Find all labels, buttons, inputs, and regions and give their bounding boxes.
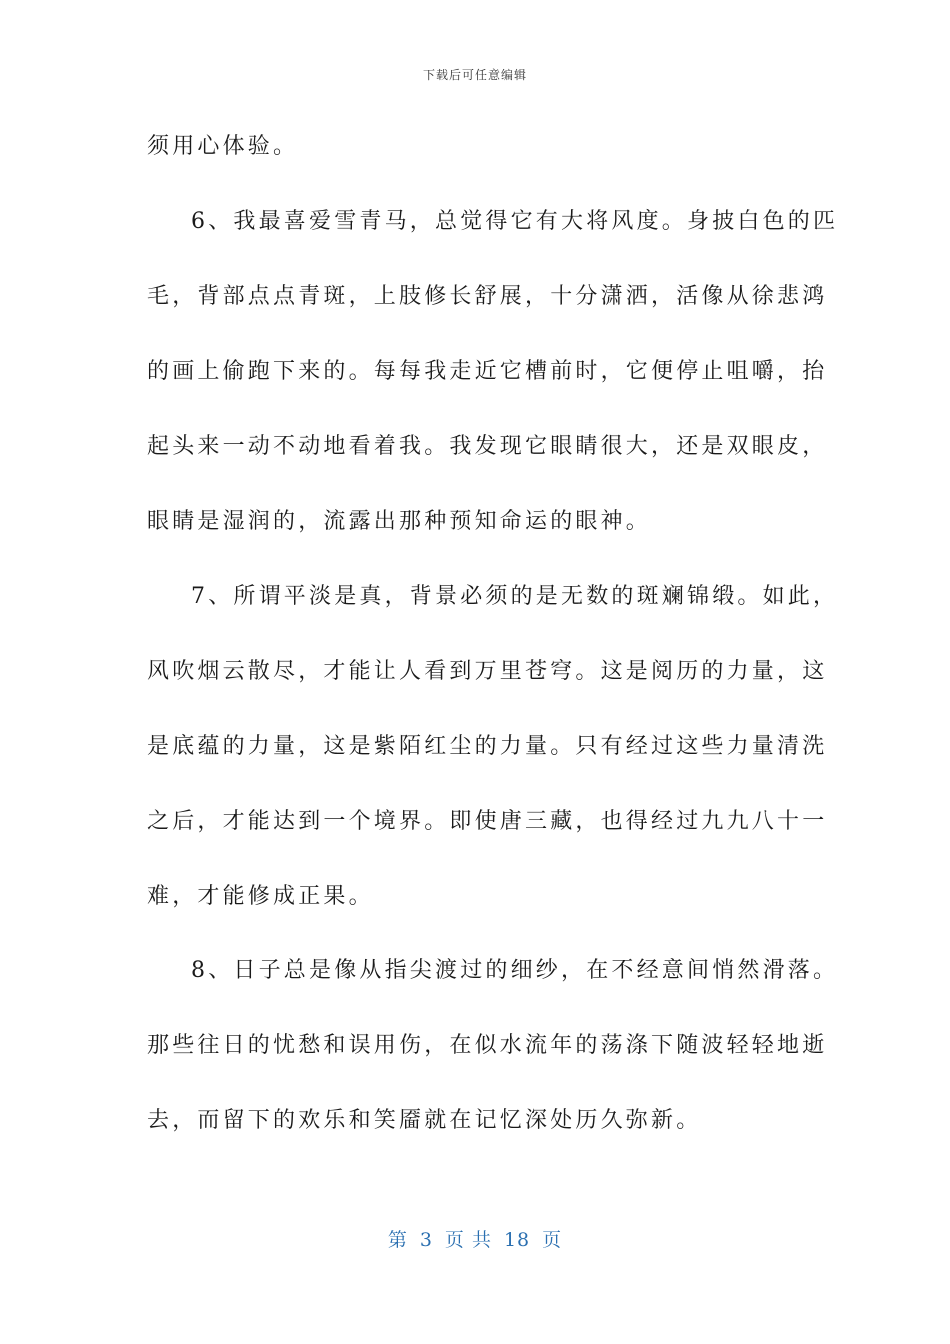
page-current-number: 3 bbox=[419, 1229, 433, 1251]
paragraph-8-line-1: 8、日子总是像从指尖渡过的细纱，在不经意间悄然滑落。 bbox=[191, 958, 839, 983]
page-total-number: 18 bbox=[503, 1229, 531, 1251]
paragraph-line: 难，才能修成正果。 bbox=[147, 884, 374, 909]
page-suffix: 页 bbox=[542, 1229, 563, 1251]
page-prefix: 第 bbox=[387, 1229, 408, 1251]
paragraph-line: 去，而留下的欢乐和笑靥就在记忆深处历久弥新。 bbox=[147, 1108, 702, 1133]
paragraph-7-line-1: 7、所谓平淡是真，背景必须的是无数的斑斓锦缎。如此， bbox=[191, 584, 839, 609]
paragraph-line: 起头来一动不动地看着我。我发现它眼睛很大，还是双眼皮， bbox=[147, 434, 828, 459]
page-middle-text: 页 共 bbox=[444, 1229, 492, 1251]
paragraph-line: 须用心体验。 bbox=[147, 134, 299, 159]
paragraph-line: 是底蕴的力量，这是紫陌红尘的力量。只有经过这些力量清洗 bbox=[147, 734, 828, 759]
paragraph-6-line-1: 6、我最喜爱雪青马，总觉得它有大将风度。身披白色的匹 bbox=[191, 209, 839, 234]
page-header: 下载后可任意编辑 bbox=[422, 68, 527, 82]
paragraph-line: 毛，背部点点青斑，上肢修长舒展，十分潇洒，活像从徐悲鸿 bbox=[147, 284, 828, 309]
paragraph-line: 的画上偷跑下来的。每每我走近它槽前时，它便停止咀嚼，抬 bbox=[147, 359, 828, 384]
paragraph-line: 眼睛是湿润的，流露出那种预知命运的眼神。 bbox=[147, 509, 652, 534]
page-footer bbox=[0, 1225, 950, 1252]
paragraph-line: 之后，才能达到一个境界。即使唐三藏，也得经过九九八十一 bbox=[147, 809, 828, 834]
paragraph-line: 风吹烟云散尽，才能让人看到万里苍穹。这是阅历的力量，这 bbox=[147, 659, 828, 684]
paragraph-line: 那些往日的忧愁和误用伤，在似水流年的荡涤下随波轻轻地逝 bbox=[147, 1033, 828, 1058]
